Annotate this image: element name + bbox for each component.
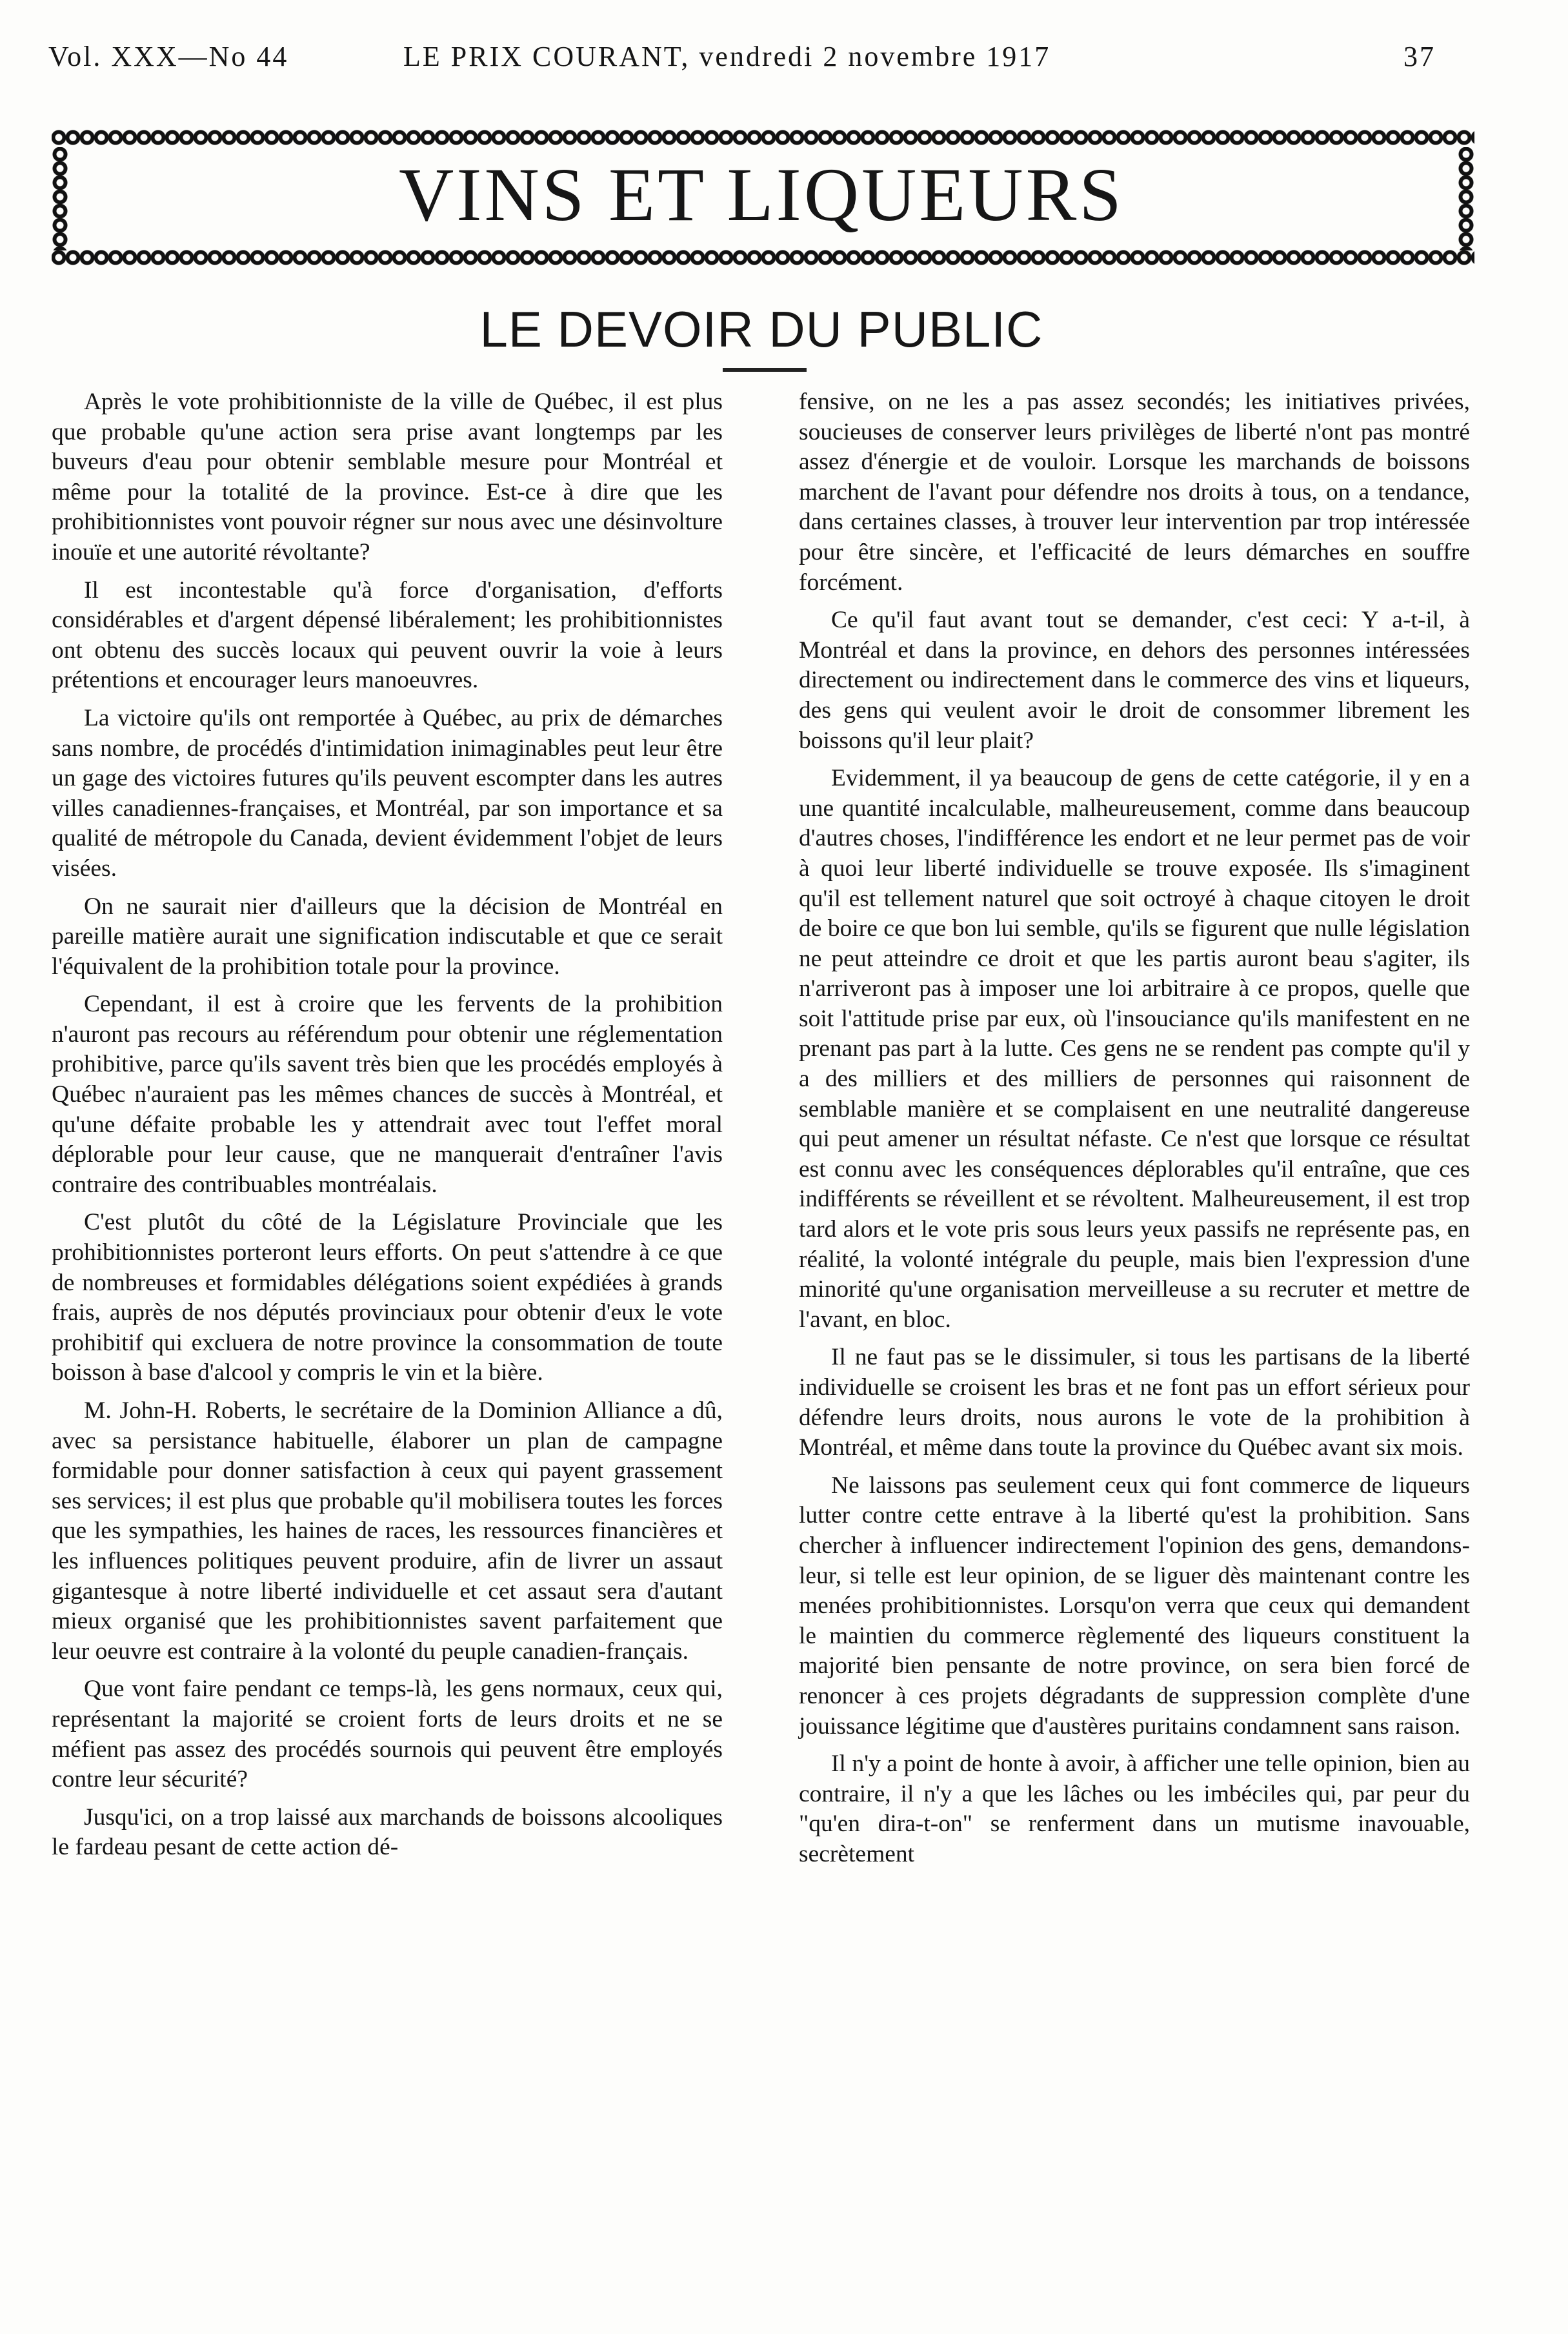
- paragraph: La victoire qu'ils ont remportée à Québec, au prix de démarches sans nombre, de procédés d'intimidation inimaginables peut leur être un gage des victoires futures qu'ils peuvent escompter dans les autres villes canadiennes-françaises, et Montréal, par son importance et sa qualité de métropole du Canada, devient évidemment l'objet de leurs visées.: [52, 704, 723, 882]
- paragraph: Ce qu'il faut avant tout se demander, c'est ceci: Y a-t-il, à Montréal et dans la province, en dehors des personnes intéressées directement ou indirectement dans le commerce des vins et liqueurs, des gens qui veulent avoir le droit de consommer librement les boissons qu'il leur plait?: [799, 607, 1470, 754]
- paragraph: Ne laissons pas seulement ceux qui font commerce de liqueurs lutter contre cette entrave à la liberté qu'est la prohibition. Sans chercher à influencer indirectement l'opinion des gens, demandons-leur, si telle est leur opinion, de se liguer dès maintenant contre les menées prohibitionnistes. Lorsqu'on verra que ceux qui demandent le maintien du commerce règlementé des liqueurs constituent la majorité bien pensante de notre province, on sera bien forcé de renoncer à ces projets dégradants de suppression complète d'une jouissance légitime que d'austères puritains condamnent sans raison.: [799, 1472, 1470, 1740]
- paragraph: On ne saurait nier d'ailleurs que la décision de Montréal en pareille matière aurait une signification indiscutable et que ce serait l'équivalent de la prohibition totale pour la province.: [52, 893, 723, 980]
- paragraph: M. John-H. Roberts, le secrétaire de la Dominion Alliance a dû, avec sa persistance habituelle, élaborer un plan de campagne formidable pour donner satisfaction à ceux qui payent grassement ses services; il est plus que probable qu'il mobilisera toutes les forces que les sympathies, les haines de races, les ressources financières et les influences politiques peuvent produire, afin de livrer un assaut gigantesque à notre liberté individuelle et cet assaut sera d'autant mieux organisé que les prohibitionnistes savent parfaitement que leur oeuvre est contraire à la volonté du peuple canadien-français.: [52, 1397, 723, 1665]
- paragraph: Jusqu'ici, on a trop laissé aux marchands de boissons alcooliques le fardeau pesant de cette action dé-: [52, 1803, 723, 1861]
- paragraph: C'est plutôt du côté de la Législature Provinciale que les prohibitionnistes porteront leurs efforts. On peut s'attendre à ce que de nombreuses et formidables délégations soient expédiées à grands frais, auprès de nos députés provinciaux pour obtenir d'eux le vote prohibitif qui excluera de notre province la consommation de toute boisson à base d'alcool y compris le vin et la bière.: [52, 1209, 723, 1386]
- paragraph: fensive, on ne les a pas assez secondés; les initiatives privées, soucieuses de conserver leurs privilèges de liberté n'ont pas montré assez d'énergie et de vouloir. Lorsque les marchands de boissons marchent de l'avant pour défendre nos droits à tous, on a tendance, dans certaines classes, à trouver leur intervention par trop intéressée pour être sincère, et l'efficacité de leurs démarches en souffre forcément.: [799, 389, 1470, 596]
- ornamental-border-top: [52, 129, 1474, 148]
- ornamental-border-right: [1458, 147, 1474, 250]
- paragraph: Il n'y a point de honte à avoir, à afficher une telle opinion, bien au contraire, il n'y a que les lâches ou les imbéciles qui, par peur du "qu'en dira-t-on" se renferment dans un mutisme inavouable, secrètement: [799, 1750, 1470, 1867]
- paragraph: Que vont faire pendant ce temps-là, les gens normaux, ceux qui, représentant la majorité se croient forts de leurs droits et ne se méfient pas assez des procédés sournois qui peuvent être employés contre leur sécurité?: [52, 1676, 723, 1793]
- title-rule: [723, 368, 807, 372]
- paragraph: Cependant, il est à croire que les fervents de la prohibition n'auront pas recours au référendum pour obtenir une réglementation prohibitive, parce qu'ils savent très bien que les procédés employés à Québec n'auraient pas les mêmes chances de succès à Montréal, et qu'une défaite probable les y attendrait avec tout l'effet moral déplorable pour leur cause, que ne manquerait d'entraîner l'avis contraire des contribuables montréalais.: [52, 991, 723, 1198]
- page-number: 37: [1403, 41, 1436, 72]
- paragraph: Il ne faut pas se le dissimuler, si tous les partisans de la liberté individuelle se croisent les bras et ne font pas un effort sérieux pour défendre leurs droits, nous aurons le vote de la prohibition à Montréal, et même dans toute la province du Québec avant six mois.: [799, 1344, 1470, 1461]
- paragraph: Après le vote prohibitionniste de la ville de Québec, il est plus que probable qu'une action sera prise avant longtemps par les buveurs d'eau pour obtenir semblable mesure pour Montréal et même pour la totalité de la province. Est-ce à dire que les prohibitionnistes vont pouvoir régner sur nous avec une désinvolture inouïe et une autorité révoltante?: [52, 389, 723, 565]
- running-head: [48, 40, 1436, 85]
- paragraph: Il est incontestable qu'à force d'organisation, d'efforts considérables et d'argent dépensé libéralement; les prohibitionnistes ont obtenu des succès locaux qui peuvent ouvrir la voie à leurs prétentions et encourager leurs manoeuvres.: [52, 576, 723, 694]
- section-title: VINS ET LIQUEURS: [399, 152, 1124, 237]
- right-column: [799, 387, 1470, 1878]
- journal-name-date: LE PRIX COURANT, vendredi 2 novembre 1917: [403, 41, 1051, 72]
- ornamental-border-left: [52, 147, 68, 250]
- volume-number: Vol. XXX—No 44: [48, 41, 289, 72]
- article-title: LE DEVOIR DU PUBLIC: [479, 301, 1043, 358]
- paragraph: Evidemment, il ya beaucoup de gens de cette catégorie, il y en a une quantité incalculable, malheureusement, comme dans beaucoup d'autres choses, l'indifférence les endort et ne leur permet pas de voir à quoi leur liberté individuelle se trouve exposée. Ils s'imaginent qu'il est tellement naturel que soit octroyé à chaque citoyen le droit de boire ce que bon lui semble, qu'ils se figurent que nulle législation ne peut atteindre ce droit et que les partis auront beau s'agiter, ils n'arriveront pas à imposer une loi arbitraire à ce propos, quelle que soit l'attitude prise par eux, où l'insouciance qu'ils manifestent en ne prenant pas part à la lutte. Ces gens ne se rendent pas compte qu'il y a des milliers et des milliers de personnes qui raisonnent de semblable manière et se complaisent en une neutralité dangereuse qui peut amener un résultat néfaste. Ce n'est que lorsque ce résultat est connu avec les conséquences déplorables qu'il entraîne, que ces indifférents se réveillent et se révoltent. Malheureusement, il est trop tard alors et le vote pris sous leurs yeux passifs ne représente pas, en réalité, la volonté intégrale du peuple, mais bien l'expression d'une minorité qu'une organisation merveilleuse a su recruter et mettre de l'avant, en bloc.: [799, 765, 1470, 1333]
- left-column: [52, 387, 723, 1871]
- ornamental-border-bottom: [52, 249, 1474, 269]
